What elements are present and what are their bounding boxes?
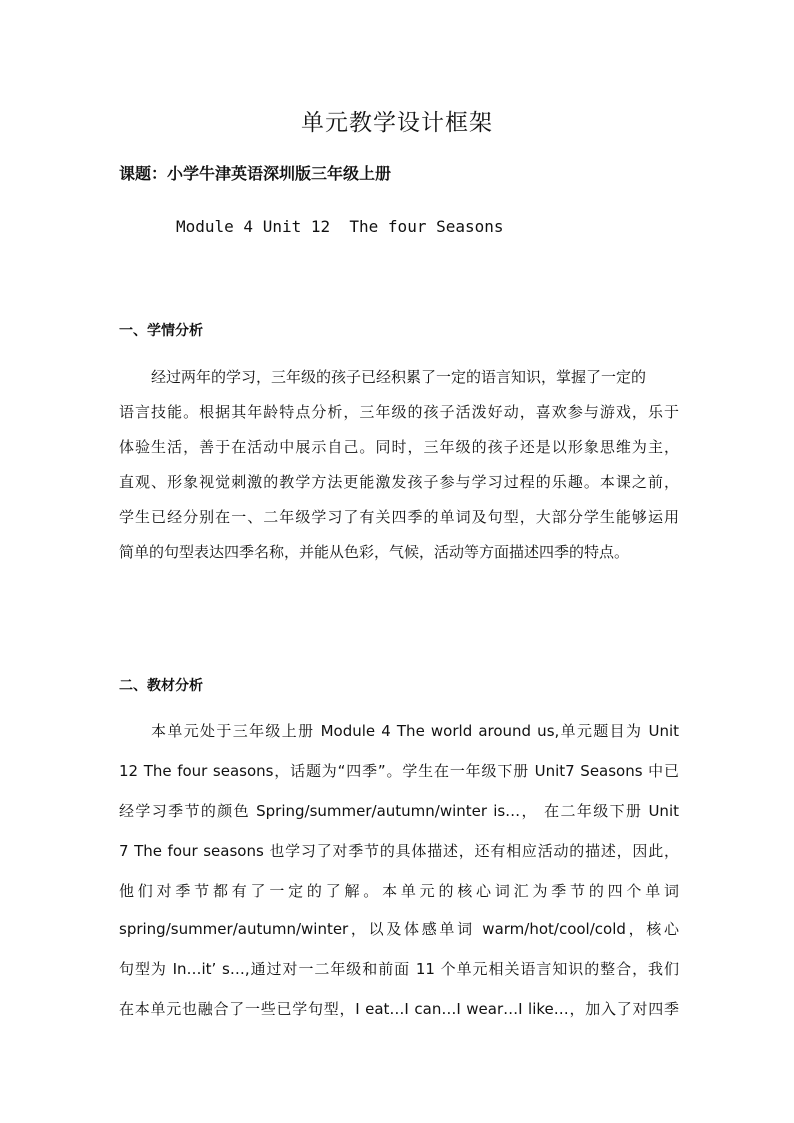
paragraph-line: 学生已经分别在一、二年级学习了有关四季的单词及句型，大部分学生能够运用 bbox=[119, 508, 679, 526]
paragraph-line: spring/summer/autumn/winter，以及体感单词 warm/hot/cool/cold，核心 bbox=[119, 920, 679, 938]
module-unit-line: Module 4 Unit 12 The four Seasons bbox=[176, 217, 504, 236]
paragraph-line: 7 The four seasons 也学习了对季节的具体描述，还有相应活动的描述，因此， bbox=[119, 842, 679, 860]
paragraph-line: 经过两年的学习，三年级的孩子已经积累了一定的语言知识，掌握了一定的 bbox=[151, 368, 647, 386]
paragraph-line: 12 The four seasons，话题为“四季”。学生在一年级下册 Unit7 Seasons 中已 bbox=[119, 762, 679, 780]
document-title: 单元教学设计框架 bbox=[301, 110, 493, 136]
paragraph-line: 经学习季节的颜色 Spring/summer/autumn/winter is…， 在二年级下册 Unit bbox=[119, 802, 679, 820]
section-heading-learner-analysis: 一、学情分析 bbox=[119, 323, 203, 339]
paragraph-line: 在本单元也融合了一些已学句型，I eat…I can…I wear…I like…，加入了对四季 bbox=[119, 1000, 679, 1018]
paragraph-line: 他们对季节都有了一定的了解。本单元的核心词汇为季节的四个单词 bbox=[119, 882, 679, 900]
paragraph-line: 句型为 In…it’ s…,通过对一二年级和前面 11 个单元相关语言知识的整合，我们 bbox=[119, 960, 679, 978]
paragraph-line: 简单的句型表达四季名称，并能从色彩，气候，活动等方面描述四季的特点。 bbox=[119, 543, 630, 561]
paragraph-line: 直观、形象视觉刺激的教学方法更能激发孩子参与学习过程的乐趣。本课之前， bbox=[119, 473, 679, 491]
section-heading-textbook-analysis: 二、教材分析 bbox=[119, 678, 203, 694]
paragraph-line: 语言技能。根据其年龄特点分析，三年级的孩子活泼好动，喜欢参与游戏，乐于 bbox=[119, 403, 679, 421]
paragraph-line: 本单元处于三年级上册 Module 4 The world around us,单元题目为 Unit bbox=[151, 722, 679, 740]
lesson-subject: 课题：小学牛津英语深圳版三年级上册 bbox=[119, 164, 392, 183]
paragraph-line: 体验生活，善于在活动中展示自己。同时，三年级的孩子还是以形象思维为主， bbox=[119, 438, 679, 456]
